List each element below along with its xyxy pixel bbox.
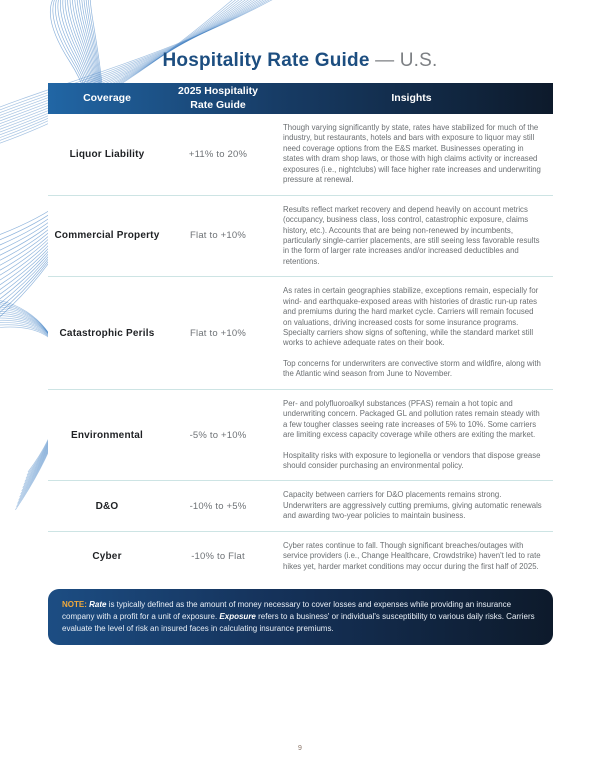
rate-value: Flat to +10% [190,327,246,339]
table-row [48,195,553,277]
rate-value: +11% to 20% [188,148,248,160]
table-row [48,114,553,195]
insight-paragraph: Though varying significantly by state, rates have stabilized for much of the industry, but restaurants, hotels and bars with exposure to liquor may still need coverage options from the E&S market. Businesses operating in states with dram shop laws, or those with high claims activity or increased exposures (i.e., nightclubs) will face higher rate increases and underwriting pressure at renewal. [283,123,541,185]
insight-paragraph: Top concerns for underwriters are convective storm and wildfire, along with the Atlantic wind season from June to November. [283,358,541,379]
column-header-rate-guide: 2025 Hospitality Rate Guide [178,85,258,111]
insight-paragraph: Capacity between carriers for D&O placements remains strong. Underwriters are aggressively cutting premiums, giving automatic renewals and awarding two-year policies to maintain business. [283,490,542,521]
insight-text [270,532,553,581]
coverage-label: Liquor Liability [69,148,145,160]
table-row [48,389,553,481]
insight-paragraph: As rates in certain geographies stabilize, exceptions remain, especially for wind- and earthquake-exposed areas with histories of drastic run-up rates and premiums during the hard market cycle. Carriers will remain focused on valuations, driving increased costs for some insurance programs. Specialty carriers show signs of softening, while the standard market still works to achieve adequate rates on their book. [283,286,539,348]
page-title [0,0,600,83]
table-row [48,276,553,389]
rate-value: -10% to +5% [189,500,247,512]
note-box [48,589,553,645]
coverage-label: Commercial Property [54,230,160,242]
note-em-segment: Rate [89,600,107,609]
note-plain-segment: is typically defined as the amount of money necessary to cover losses and expenses while providing an insurance company with a profit for a unit of exposure. [62,600,512,621]
rate-guide-table [48,83,553,581]
note-plain-segment: refers to a business' or individual's susceptibility to various daily risks. Carriers evaluate the level of risk an insured faces in calculating insurance premiums. [62,612,535,633]
coverage-label: Cyber [92,550,122,562]
rate-value: -10% to Flat [191,550,245,562]
insight-text [270,277,553,389]
page-number: 9 [298,745,302,752]
note-em-segment: Exposure [219,612,256,621]
insight-paragraph: Cyber rates continue to fall. Though significant breaches/outages with service providers (i.e., Change Healthcare, Crowdstrike) haven't led to rate hikes yet, harder market conditions may occur during the first half of 2025. [283,540,541,571]
page-title-main: Hospitality Rate Guide [162,50,370,71]
coverage-label: D&O [95,500,119,512]
insight-paragraph: Results reflect market recovery and depend heavily on account metrics (occupancy, business class, loss control, catastrophic exposure, claims history, etc.). Accounts that are being non-renewed by incumbents, particularly single-carrier placements, are still seeing less favorable results in the form of larger rate increases and/or increased deductibles and retentions. [283,204,540,266]
insight-text [270,196,553,277]
table-header-row [48,83,553,114]
page-title-suffix: — U.S. [375,50,438,71]
insight-text [270,481,553,530]
table-row [48,480,553,530]
table-row [48,531,553,581]
insight-paragraph: Hospitality risks with exposure to legionella or vendors that dispose grease should consider purchasing an environmental policy. [283,450,541,470]
coverage-label: Environmental [70,429,144,441]
insight-paragraph: Per- and polyfluoroalkyl substances (PFAS) remain a hot topic and underwriting concern. Packaged GL and pollution rates remain steady with a few tougher classes seeing rate increases of 5% to 10%. Some carriers are limiting excess capacity coverage while others are exiting the market. [283,398,540,440]
insight-text [270,390,553,481]
coverage-label: Catastrophic Perils [59,327,155,339]
table-body [48,114,553,581]
rate-value: -5% to +10% [189,429,247,441]
column-header-coverage: Coverage [83,91,131,104]
insight-text [270,114,553,195]
note-label-segment: NOTE: [62,600,90,609]
column-header-insights: Insights [391,91,432,104]
rate-value: Flat to +10% [190,230,246,242]
